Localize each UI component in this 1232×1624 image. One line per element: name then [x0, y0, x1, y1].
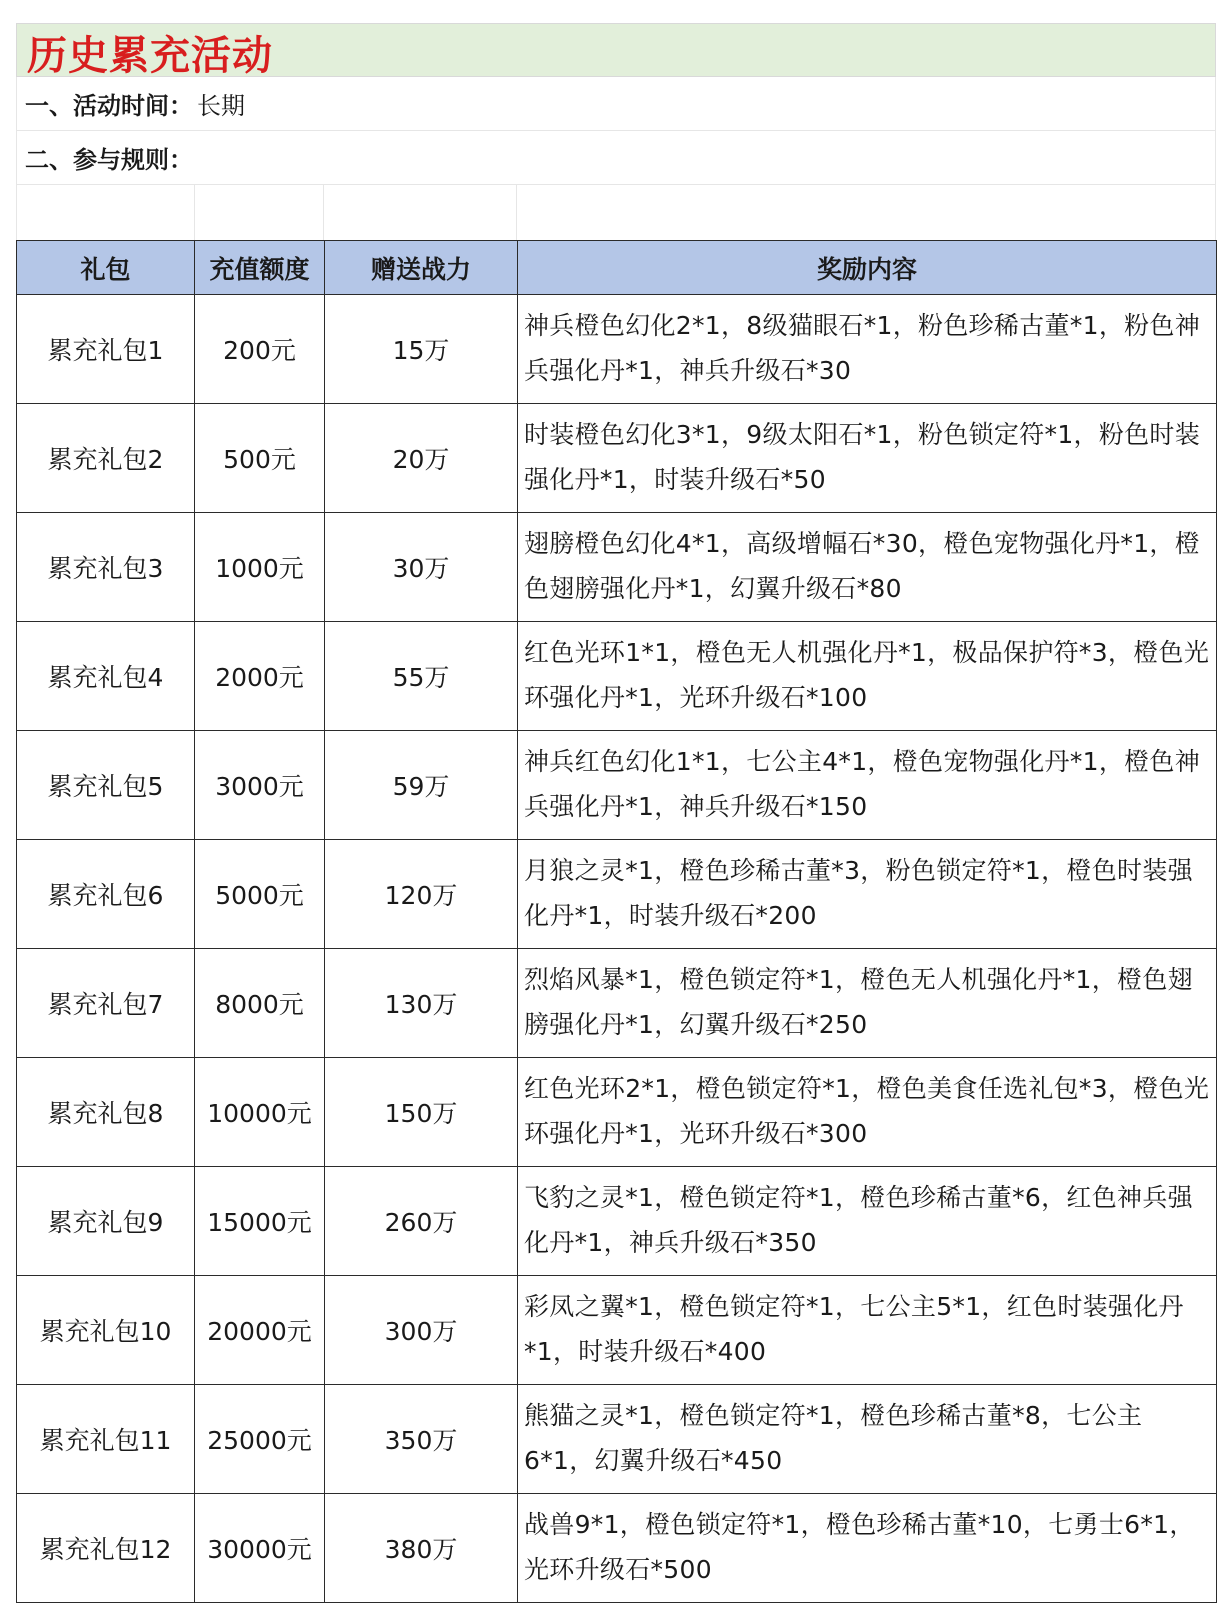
header-reward: 奖励内容 [518, 241, 1217, 295]
activity-time-value: 长期 [197, 92, 245, 120]
amount-cell: 5000元 [195, 840, 325, 949]
power-cell: 20万 [325, 404, 518, 513]
pack-cell: 累充礼包8 [17, 1058, 195, 1167]
table-row [17, 513, 1217, 622]
activity-time-label: 一、活动时间： [25, 92, 193, 120]
table-row [17, 840, 1217, 949]
pack-cell: 累充礼包6 [17, 840, 195, 949]
table-row [17, 731, 1217, 840]
title-row [16, 23, 1216, 77]
amount-cell: 15000元 [195, 1167, 325, 1276]
pack-cell: 累充礼包7 [17, 949, 195, 1058]
reward-cell: 神兵橙色幻化2*1，8级猫眼石*1，粉色珍稀古董*1，粉色神兵强化丹*1，神兵升级石*30 [518, 295, 1217, 404]
header-amount: 充值额度 [195, 241, 325, 295]
table-row [17, 1276, 1217, 1385]
spreadsheet [16, 23, 1216, 1603]
amount-cell: 20000元 [195, 1276, 325, 1385]
pack-cell: 累充礼包10 [17, 1276, 195, 1385]
pack-cell: 累充礼包3 [17, 513, 195, 622]
power-cell: 150万 [325, 1058, 518, 1167]
table-row [17, 404, 1217, 513]
amount-cell: 500元 [195, 404, 325, 513]
blank-cell [324, 185, 517, 240]
power-cell: 380万 [325, 1494, 518, 1603]
reward-cell: 烈焰风暴*1，橙色锁定符*1，橙色无人机强化丹*1，橙色翅膀强化丹*1，幻翼升级石*250 [518, 949, 1217, 1058]
power-cell: 59万 [325, 731, 518, 840]
reward-cell: 神兵红色幻化1*1，七公主4*1，橙色宠物强化丹*1，橙色神兵强化丹*1，神兵升级石*150 [518, 731, 1217, 840]
header-pack: 礼包 [17, 241, 195, 295]
pack-cell: 累充礼包12 [17, 1494, 195, 1603]
reward-cell: 红色光环2*1，橙色锁定符*1，橙色美食任选礼包*3，橙色光环强化丹*1，光环升级石*300 [518, 1058, 1217, 1167]
amount-cell: 1000元 [195, 513, 325, 622]
table-row [17, 1385, 1217, 1494]
header-power: 赠送战力 [325, 241, 518, 295]
power-cell: 55万 [325, 622, 518, 731]
reward-cell: 月狼之灵*1，橙色珍稀古董*3，粉色锁定符*1，橙色时装强化丹*1，时装升级石*200 [518, 840, 1217, 949]
table-row [17, 622, 1217, 731]
activity-time-row [16, 77, 1216, 131]
reward-cell: 红色光环1*1，橙色无人机强化丹*1，极品保护符*3，橙色光环强化丹*1，光环升级石*100 [518, 622, 1217, 731]
amount-cell: 30000元 [195, 1494, 325, 1603]
blank-cell [17, 185, 195, 240]
pack-cell: 累充礼包4 [17, 622, 195, 731]
power-cell: 350万 [325, 1385, 518, 1494]
amount-cell: 2000元 [195, 622, 325, 731]
pack-cell: 累充礼包9 [17, 1167, 195, 1276]
pack-cell: 累充礼包5 [17, 731, 195, 840]
power-cell: 30万 [325, 513, 518, 622]
table-row [17, 949, 1217, 1058]
table-header-row [17, 241, 1217, 295]
blank-cell [517, 185, 1215, 240]
amount-cell: 25000元 [195, 1385, 325, 1494]
power-cell: 130万 [325, 949, 518, 1058]
amount-cell: 8000元 [195, 949, 325, 1058]
rules-label: 二、参与规则： [25, 146, 193, 174]
amount-cell: 10000元 [195, 1058, 325, 1167]
pack-cell: 累充礼包11 [17, 1385, 195, 1494]
pack-cell: 累充礼包1 [17, 295, 195, 404]
table-row [17, 295, 1217, 404]
blank-row [16, 185, 1216, 240]
reward-cell: 时装橙色幻化3*1，9级太阳石*1，粉色锁定符*1，粉色时装强化丹*1，时装升级石*50 [518, 404, 1217, 513]
power-cell: 15万 [325, 295, 518, 404]
page-title: 历史累充活动 [27, 33, 273, 79]
rules-row [16, 131, 1216, 185]
reward-table [16, 240, 1217, 1603]
table-row [17, 1167, 1217, 1276]
amount-cell: 200元 [195, 295, 325, 404]
table-row [17, 1494, 1217, 1603]
power-cell: 260万 [325, 1167, 518, 1276]
reward-cell: 翅膀橙色幻化4*1，高级增幅石*30，橙色宠物强化丹*1，橙色翅膀强化丹*1，幻翼升级石*80 [518, 513, 1217, 622]
reward-cell: 飞豹之灵*1，橙色锁定符*1，橙色珍稀古董*6，红色神兵强化丹*1，神兵升级石*350 [518, 1167, 1217, 1276]
pack-cell: 累充礼包2 [17, 404, 195, 513]
amount-cell: 3000元 [195, 731, 325, 840]
reward-cell: 熊猫之灵*1，橙色锁定符*1，橙色珍稀古董*8，七公主6*1，幻翼升级石*450 [518, 1385, 1217, 1494]
power-cell: 300万 [325, 1276, 518, 1385]
reward-cell: 战兽9*1，橙色锁定符*1，橙色珍稀古董*10，七勇士6*1，光环升级石*500 [518, 1494, 1217, 1603]
blank-cell [195, 185, 325, 240]
table-row [17, 1058, 1217, 1167]
reward-cell: 彩凤之翼*1，橙色锁定符*1，七公主5*1，红色时装强化丹*1，时装升级石*400 [518, 1276, 1217, 1385]
power-cell: 120万 [325, 840, 518, 949]
